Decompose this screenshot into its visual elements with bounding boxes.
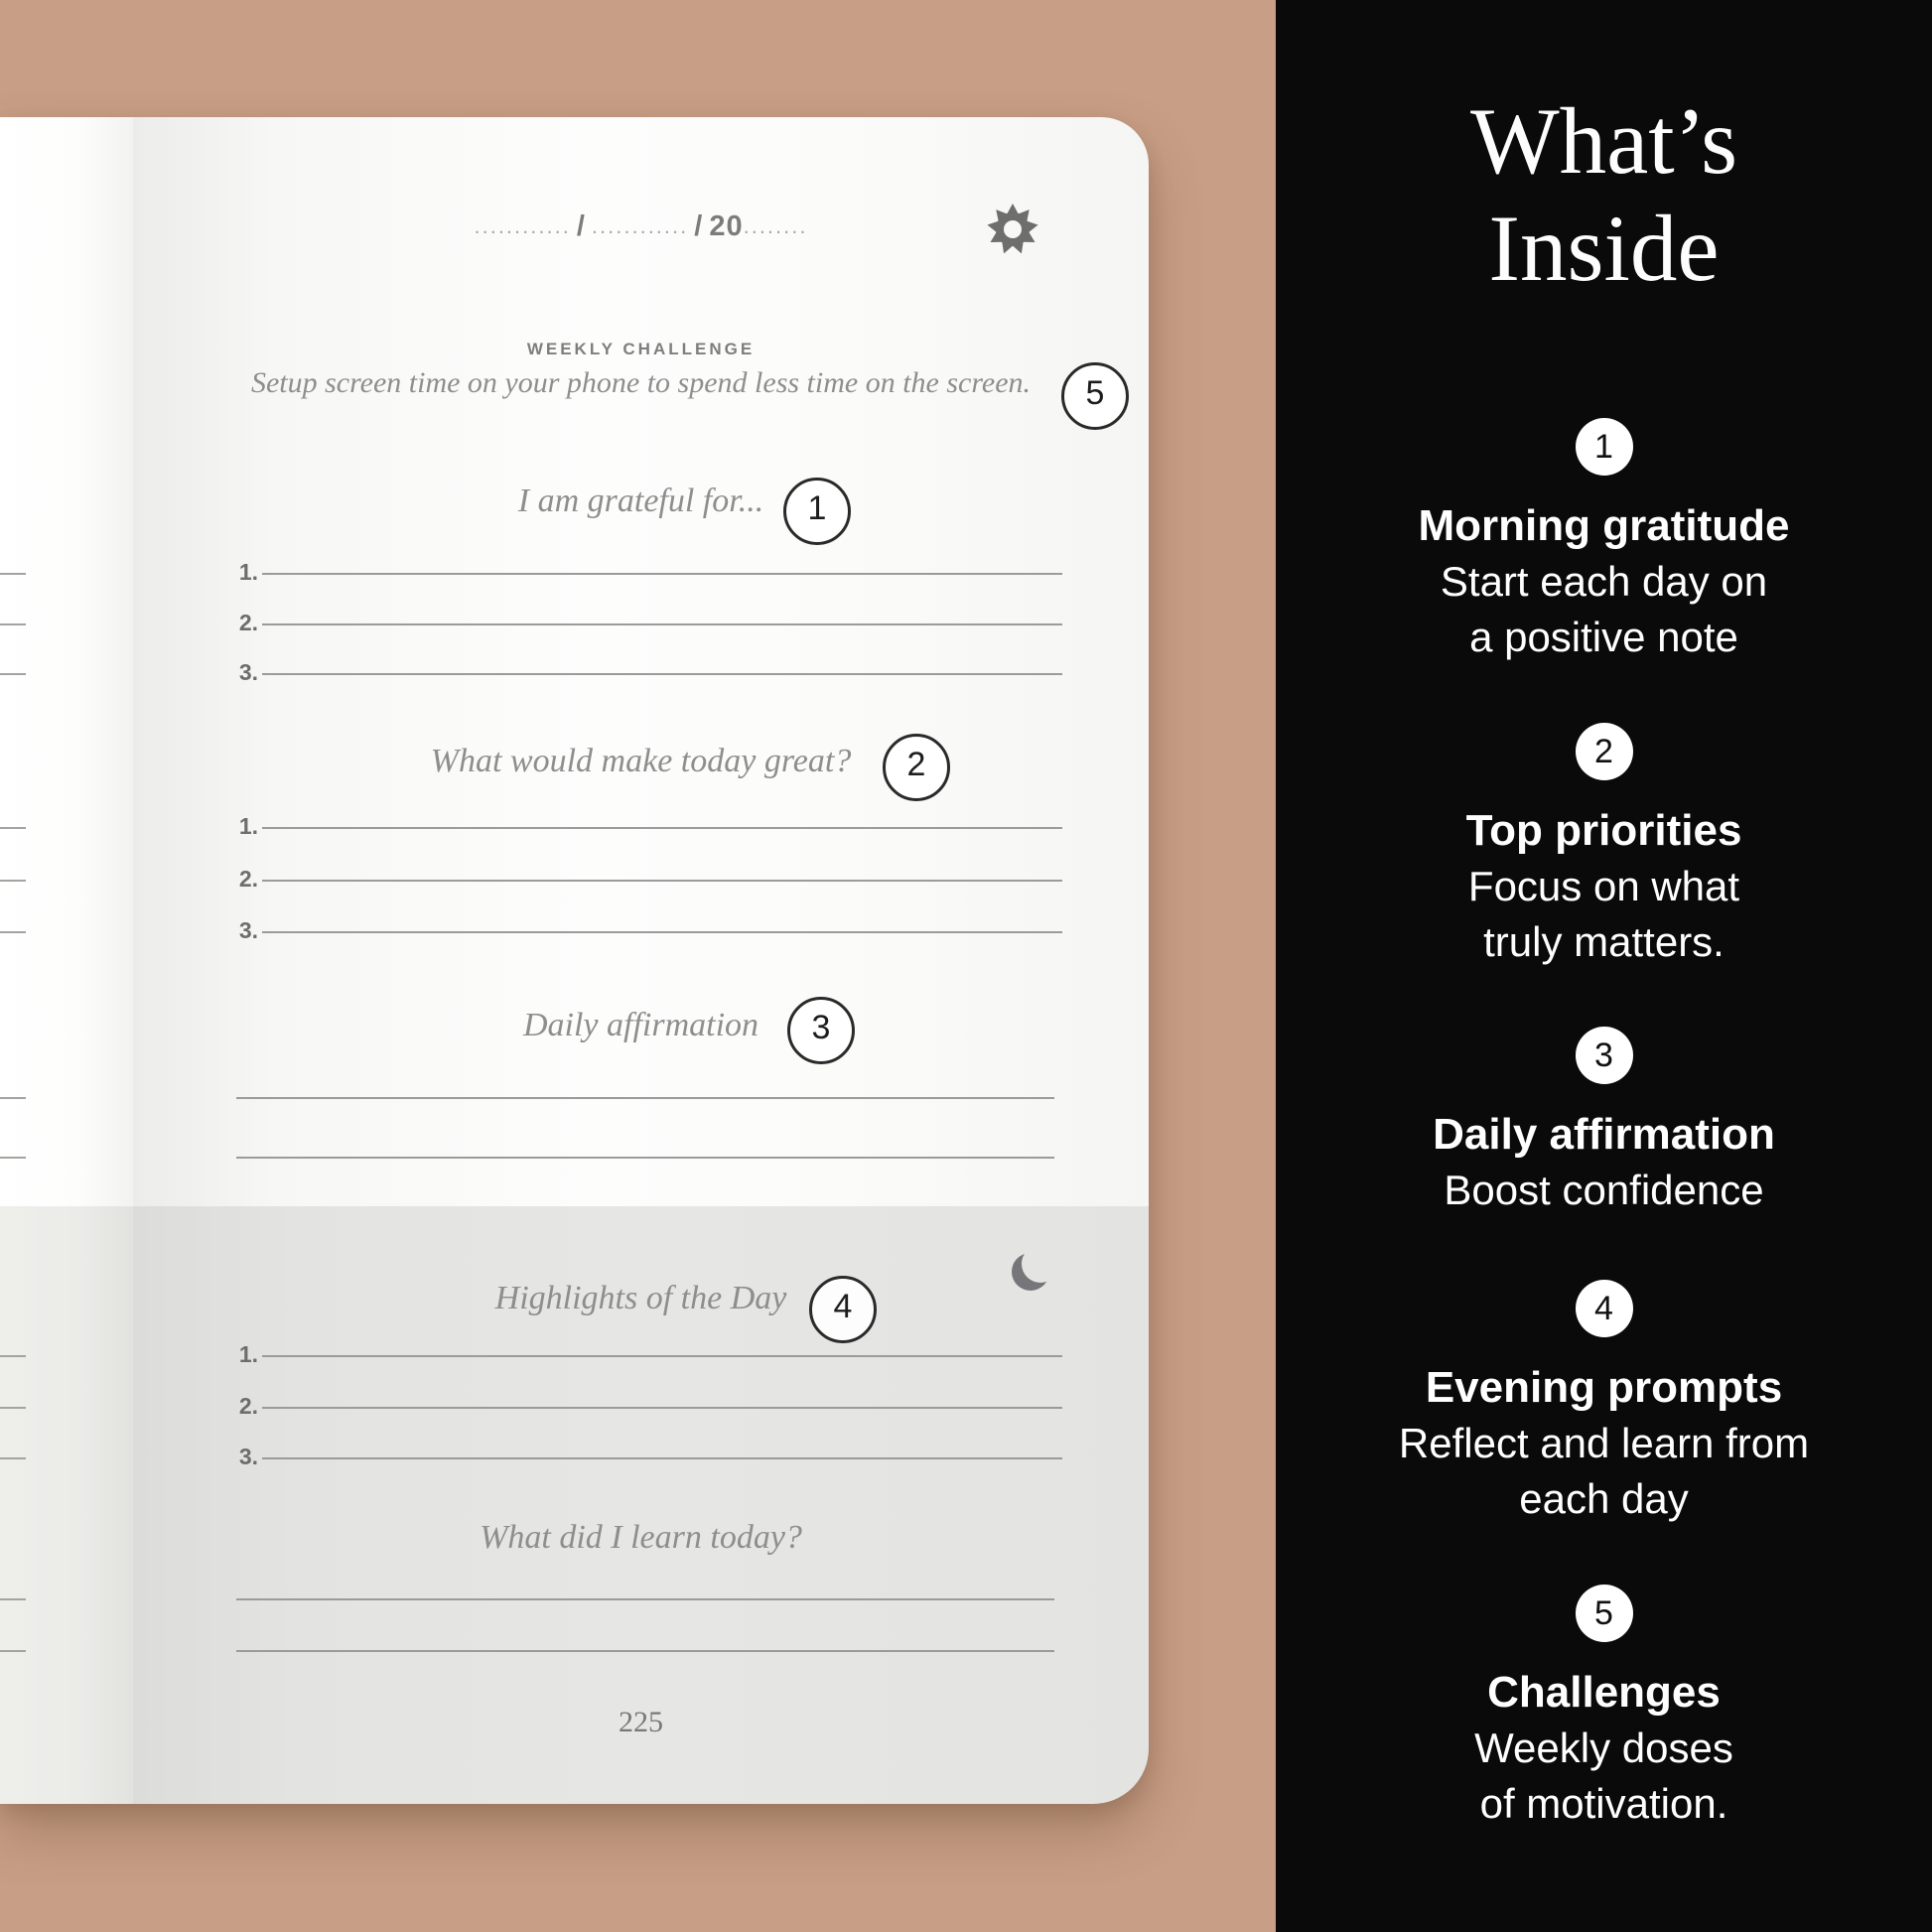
facing-line-fragment [0,880,26,882]
journal-spread [0,117,1149,1804]
item-title: Challenges [1487,1668,1721,1717]
facing-line-fragment [0,827,26,829]
highlights-prompt: Highlights of the Day [494,1280,787,1316]
facing-line-fragment [0,1097,26,1099]
item-number-badge: 4 [1576,1280,1633,1337]
ruled-line [262,1355,1062,1357]
item-number-badge: 2 [1576,723,1633,780]
ruled-line [262,573,1062,575]
highlights-badge: 4 [809,1276,877,1343]
list-number: 2. [238,610,258,635]
facing-line-fragment [0,673,26,675]
learn-prompt: What did I learn today? [480,1519,802,1556]
item-title: Evening prompts [1425,1363,1783,1412]
journal-page-content [133,117,1149,1804]
ruled-line [262,931,1062,933]
date-month-dots: ............ [591,213,689,238]
item-number-badge: 1 [1576,418,1633,476]
date-slash: / [694,210,704,242]
facing-line-fragment [0,1457,26,1459]
ruled-line [236,1097,1054,1099]
sun-icon [980,197,1045,267]
facing-line-fragment [0,1650,26,1652]
ruled-line [262,673,1062,675]
panel-item-challenges [1276,1585,1932,1832]
ruled-line [262,1457,1062,1459]
facing-line-fragment [0,1407,26,1409]
list-number: 2. [238,866,258,892]
facing-line-fragment [0,931,26,933]
facing-line-fragment [0,623,26,625]
gratitude-badge: 1 [783,478,851,545]
ruled-line [236,1650,1054,1652]
affirmation-prompt: Daily affirmation [522,1007,759,1043]
item-desc-line: a positive note [1469,614,1738,660]
panel-title-line2: Inside [1488,196,1720,301]
item-title: Top priorities [1465,806,1742,855]
ruled-line [262,1407,1062,1409]
item-desc-line: Reflect and learn from [1398,1420,1810,1466]
today-great-badge: 2 [883,734,950,801]
ruled-line [262,623,1062,625]
panel-title [1276,87,1932,302]
affirmation-badge: 3 [787,997,855,1064]
today-great-prompt: What would make today great? [430,743,852,779]
date-year-dots: ........ [743,213,808,238]
date-slash: / [576,210,586,242]
ruled-line [262,827,1062,829]
item-title: Morning gratitude [1418,501,1790,550]
ruled-line [236,1157,1054,1159]
item-desc-line: each day [1519,1475,1689,1522]
list-number: 1. [238,559,258,585]
item-desc-line: Start each day on [1440,558,1768,605]
panel-item-daily-affirmation [1276,1027,1932,1218]
item-number-badge: 5 [1576,1585,1633,1642]
page-number: 225 [619,1706,663,1738]
facing-page-edge-morning [0,117,133,1206]
whats-inside-panel [1276,0,1932,1932]
facing-line-fragment [0,1157,26,1159]
list-number: 1. [238,1341,258,1367]
panel-item-evening-prompts [1276,1280,1932,1527]
challenge-badge: 5 [1061,362,1129,430]
date-day-dots: ............ [474,213,571,238]
item-desc-line: of motivation. [1479,1780,1728,1827]
facing-line-fragment [0,1598,26,1600]
list-number: 3. [238,1444,258,1469]
list-number: 3. [238,659,258,685]
list-number: 2. [238,1393,258,1419]
panel-title-line1: What’s [1469,88,1738,194]
list-number: 1. [238,813,258,839]
facing-line-fragment [0,573,26,575]
item-desc-line: truly matters. [1483,918,1725,965]
facing-page-edge-evening [0,1206,133,1804]
item-desc-line: Weekly doses [1474,1725,1733,1771]
weekly-challenge-text: Setup screen time on your phone to spend less time on the screen. [250,366,1032,399]
list-number: 3. [238,917,258,943]
item-desc-line: Boost confidence [1444,1167,1764,1213]
date-year-prefix: 20 [709,210,744,242]
facing-line-fragment [0,1355,26,1357]
weekly-challenge-label: WEEKLY CHALLENGE [526,340,756,358]
ruled-line [262,880,1062,882]
item-title: Daily affirmation [1433,1110,1775,1159]
item-number-badge: 3 [1576,1027,1633,1084]
panel-item-top-priorities [1276,723,1932,970]
item-desc-line: Focus on what [1467,863,1740,909]
panel-item-morning-gratitude [1276,418,1932,665]
gratitude-prompt: I am grateful for... [517,483,764,519]
ruled-line [236,1598,1054,1600]
